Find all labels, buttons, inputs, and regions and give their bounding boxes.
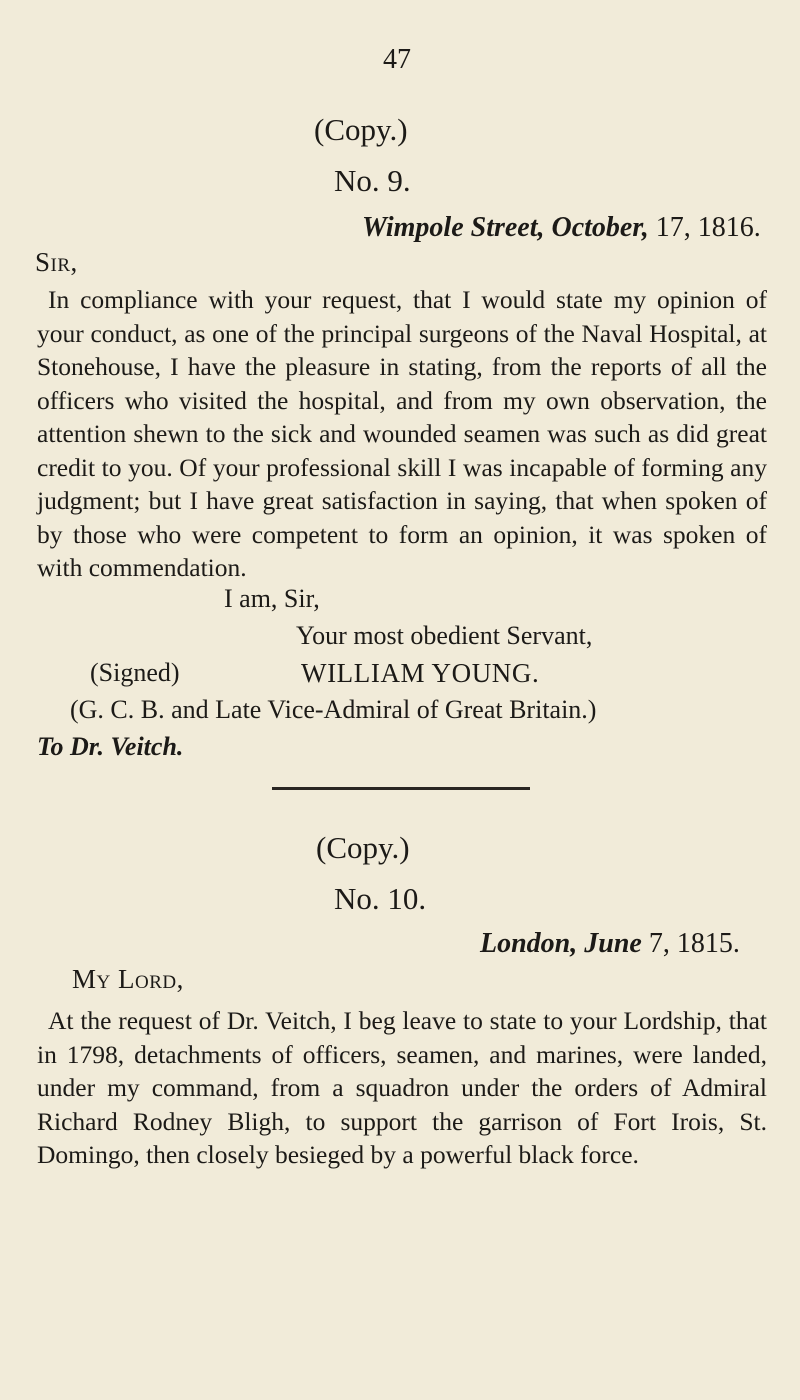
letter1-signer: WILLIAM YOUNG. [301,658,540,688]
letter1-salutation: Sir, [35,247,78,277]
letter2-dateline-place: London, June [480,928,642,959]
letter1-copy-label: (Copy.) [314,112,408,147]
letter1-signed-label: (Signed) [90,658,180,687]
section-divider [272,787,530,790]
letter1-number: No. 9. [334,163,411,198]
letter2-salutation: My Lord, [72,964,184,994]
letter1-title-line: (G. C. B. and Late Vice-Admiral of Great Britain.) [70,695,597,724]
letter2-dateline-date: 7, 1815. [648,928,740,959]
letter2-dateline [480,928,740,960]
letter1-dateline [362,212,761,244]
letter1-body: In compliance with your request, that I would state my opinion of your conduct, as one of the principal surgeons of the Naval Hospital, at Stonehouse, I have the pleasure in stating, from the reports of all the officers who visited the hospital, and from my own observation, the attention shewn to the sick and wounded seamen was such as did great credit to you. Of your professional skill I was incapable of forming any judgment; but I have great satisfaction in saying, that when spoken of by those who were competent to form an opinion, it was spoken of with commendation. [37,285,767,582]
letter1-closing-1: I am, Sir, [224,584,320,613]
letter1-dateline-place: Wimpole Street, October, [362,212,649,243]
letter2-number: No. 10. [334,881,427,916]
letter1-addressee: To Dr. Veitch. [37,732,184,761]
letter1-dateline-date: 17, 1816. [655,212,761,243]
letter1-closing-2: Your most obedient Servant, [296,621,593,650]
page-number: 47 [383,44,411,75]
letter2-copy-label: (Copy.) [316,830,410,865]
letter2-body: At the request of Dr. Veitch, I beg leave to state to your Lordship, that in 1798, detachments of officers, seamen, and marines, were landed, under my command, from a squadron under the orders of Admiral Richard Rodney Bligh, to support the garrison of Fort Irois, St. Domingo, then closely besieged by a powerful black force. [37,1006,767,1169]
